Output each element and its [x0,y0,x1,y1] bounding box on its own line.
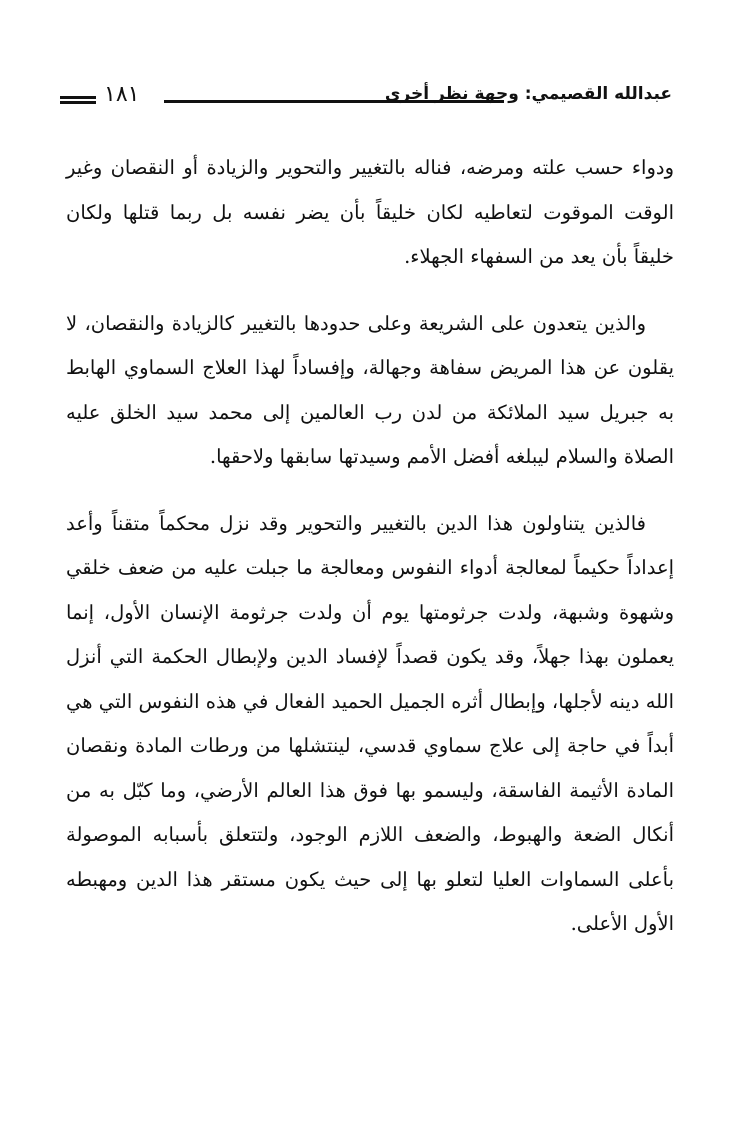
header-double-rule [60,96,96,104]
paragraph-1: ودواء حسب علته ومرضه، فناله بالتغيير والتحوير والزيادة أو النقصان وغير الوقت الموقوت لتعاطيه لكان خليقاً بأن يضر نفسه بل ربما قتلها ولكان خليقاً بأن يعد من السفهاء الجهلاء. [66,156,674,268]
running-header [60,82,672,114]
header-title: عبدالله القصيمي: وجهة نظر أخرى [384,84,672,104]
page-number: ١٨١ [104,82,140,107]
body-text [66,146,674,969]
paragraph-2: والذين يتعدون على الشريعة وعلى حدودها بالتغيير كالزيادة والنقصان، لا يقلون عن هذا المريض سفاهة وجهالة، وإفساداً لهذا العلاج السماوي الهابط به جبريل سيد الملائكة من لدن رب العالمين إلى محمد سيد الخلق عليه الصلاة والسلام ليبلغه أفضل الأمم وسيدتها سابقها ولاحقها. [66,311,674,468]
paragraph-3: فالذين يتناولون هذا الدين بالتغيير والتحوير وقد نزل محكماً متقناً وأعد إعداداً حكيماً لمعالجة أدواء النفوس ومعالجة ما جبلت عليه من ضعف خلقي وشهوة وشبهة، ولدت جرثومتها يوم أن ولدت جرثومة الإنسان الأول، إنما يعملون بهذا جهلاً، وقد يكون قصداً لإفساد الدين ولإبطال الحكمة التي أنزل الله دينه لأجلها، وإبطال أثره الجميل الحميد الفعال في هذه النفوس التي هي أبداً في حاجة إلى علاج سماوي قدسي، لينتشلها من ورطات المادة ونقصان المادة الأثيمة الفاسقة، وليسمو بها فوق هذا العالم الأرضي، وما كبّل به من أنكال الضعة والهبوط، والضعف اللازم الوجود، ولتتعلق بأسبابه الموصولة بأعلى السماوات العليا لتعلو بها إلى حيث يكون مستقر هذا الدين ومهبطه الأول الأعلى. [66,511,674,935]
